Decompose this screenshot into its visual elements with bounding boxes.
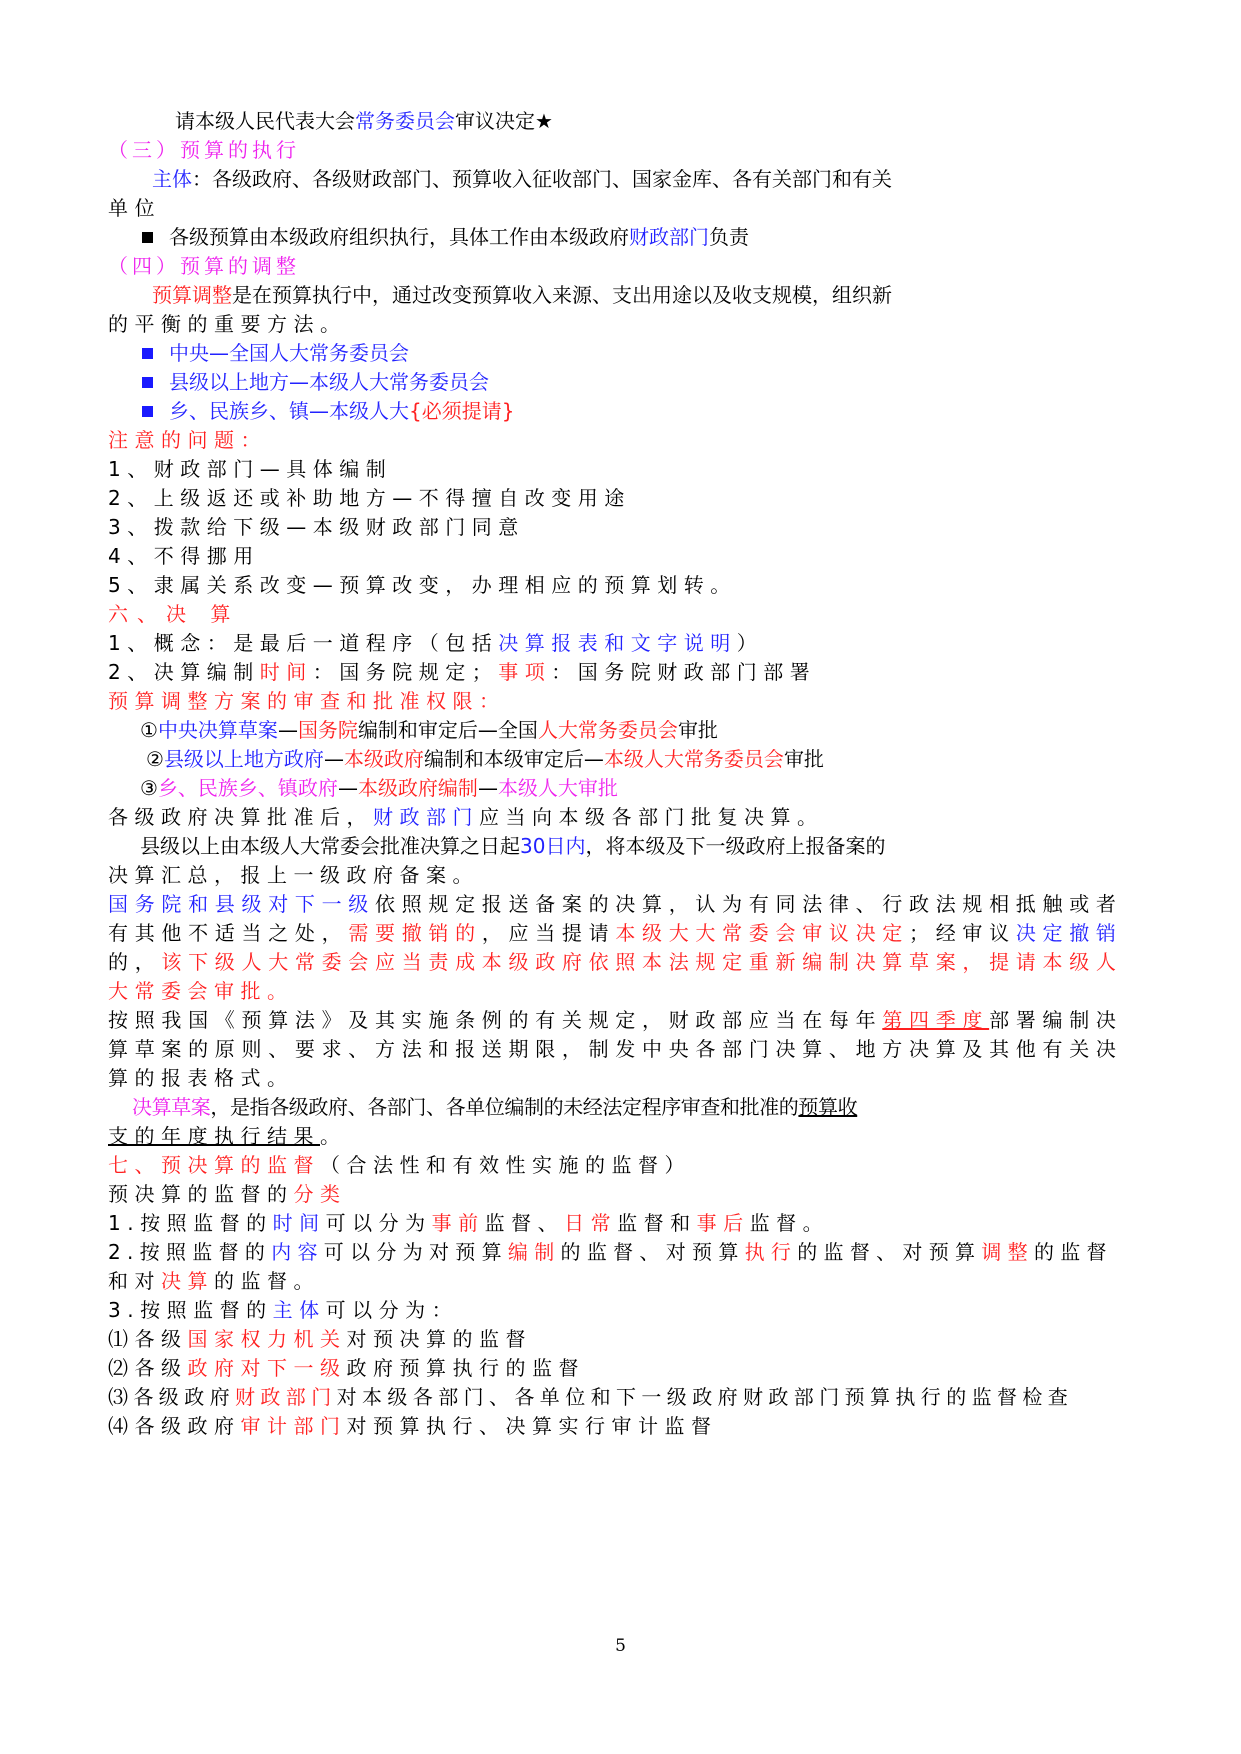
text-segment: 第四季度 xyxy=(882,1008,990,1032)
text-segment: 监督。 xyxy=(749,1211,830,1235)
text-segment: 注意的问题： xyxy=(108,428,267,452)
text-segment: 30日内 xyxy=(520,834,586,858)
text-segment: 可以分为 xyxy=(325,1211,432,1235)
text-segment: ：国务院财政部门部署 xyxy=(551,660,817,684)
text-segment: 的， xyxy=(108,950,162,974)
text-segment: 3、拨款给下级—本级财政部门同意 xyxy=(108,515,525,539)
text-line xyxy=(108,919,1123,947)
text-segment: 本级大大常委会审议决定 xyxy=(615,921,910,945)
text-segment: 执行 xyxy=(744,1240,798,1264)
text-line xyxy=(146,745,1156,773)
text-line xyxy=(108,1209,1118,1237)
text-segment: 预算调整 xyxy=(152,283,232,307)
text-line xyxy=(108,1006,1123,1034)
text-line xyxy=(152,281,1162,309)
text-line xyxy=(140,832,1150,860)
text-segment: 监督和 xyxy=(617,1211,697,1235)
text-segment: — xyxy=(277,718,298,742)
text-segment: 2、上级返还或补助地方—不得擅自改变用途 xyxy=(108,486,631,510)
text-segment: 财政部门 xyxy=(235,1385,337,1409)
text-segment: 2.按照监督的 xyxy=(108,1240,272,1264)
text-segment: 对预算执行、决算实行审计监督 xyxy=(346,1414,718,1438)
text-line xyxy=(108,803,1118,831)
text-segment: ：各级政府、各级财政部门、预算收入征收部门、国家金库、各有关部门和有关 xyxy=(192,167,892,191)
text-line xyxy=(108,629,1118,657)
text-segment: 七、预决算的监督 xyxy=(108,1153,320,1177)
text-segment: 事后 xyxy=(696,1211,750,1235)
text-segment: （三）预算的执行 xyxy=(108,138,300,162)
text-line xyxy=(140,774,1150,802)
text-segment: 县级以上地方—本级人大常务委员会 xyxy=(169,370,489,394)
text-segment: 1、概念：是最后一道程序（包括 xyxy=(108,631,499,655)
text-segment: — xyxy=(337,776,358,800)
text-segment: 主体 xyxy=(272,1298,326,1322)
text-line xyxy=(108,658,1118,686)
text-segment: 按照我国《预算法》及其实施条例的有关规定，财政部应当在每年 xyxy=(108,1008,883,1032)
text-segment: 审计部门 xyxy=(240,1414,347,1438)
text-segment: 人大常务委员会 xyxy=(537,718,678,742)
text-line xyxy=(142,397,1152,425)
text-segment: 时间 xyxy=(259,660,313,684)
text-line xyxy=(108,1151,1118,1179)
text-line xyxy=(132,1093,1142,1121)
text-segment: 该下级人大常委会应当责成本级政府依照本法规定重新编制决算草案，提请本级人 xyxy=(161,950,1123,974)
text-line xyxy=(108,513,1118,541)
text-segment: 决定撤销 xyxy=(1015,921,1123,945)
text-line xyxy=(108,977,1118,1005)
text-line xyxy=(142,339,1152,367)
text-segment: 审批 xyxy=(677,718,718,742)
blue-square-bullet-icon xyxy=(142,348,153,359)
text-segment: 的平衡的重要方法。 xyxy=(108,312,347,336)
text-segment: 事前 xyxy=(431,1211,485,1235)
text-segment: 预算调整方案的审查和批准权限： xyxy=(108,689,506,713)
text-segment: 的监督 xyxy=(1033,1240,1113,1264)
text-segment: 乡、民族乡、镇—本级人大 xyxy=(169,399,409,423)
text-segment: 财政部门 xyxy=(373,805,479,829)
text-segment: 时间 xyxy=(272,1211,326,1235)
text-segment: ，应当提请 xyxy=(481,921,616,945)
text-segment: — xyxy=(477,776,498,800)
text-line xyxy=(108,1383,1118,1411)
text-segment: 本级政府 xyxy=(343,747,424,771)
text-segment: 决算汇总，报上一级政府备案。 xyxy=(108,863,479,887)
text-segment: 可以分为： xyxy=(325,1298,459,1322)
text-segment: 负责 xyxy=(709,225,749,249)
text-line xyxy=(108,890,1123,918)
text-line xyxy=(108,1064,1118,1092)
text-segment: 对预决算的监督 xyxy=(346,1327,532,1351)
text-segment: ⑷各级政府 xyxy=(108,1414,241,1438)
blue-square-bullet-icon xyxy=(142,377,153,388)
text-line xyxy=(140,716,1150,744)
text-segment: 常务委员会 xyxy=(355,109,455,133)
text-line xyxy=(108,948,1123,976)
text-segment: 各级政府决算批准后， xyxy=(108,805,373,829)
text-segment: 请本级人民代表大会 xyxy=(175,109,355,133)
text-segment: 国务院 xyxy=(297,718,358,742)
text-segment: 六、决 算 xyxy=(108,602,240,626)
text-line xyxy=(108,861,1118,889)
text-line xyxy=(108,1238,1118,1266)
text-segment: 需要撤销的 xyxy=(348,921,482,945)
text-segment: — xyxy=(323,747,344,771)
text-segment: ⑵各级 xyxy=(108,1356,188,1380)
text-line xyxy=(108,136,1118,164)
text-segment: 的监督、对预算 xyxy=(560,1240,745,1264)
text-segment: 各级预算由本级政府组织执行，具体工作由本级政府 xyxy=(169,225,629,249)
text-line xyxy=(175,107,1185,135)
text-line xyxy=(152,165,1162,193)
text-line xyxy=(108,310,1118,338)
text-line xyxy=(108,1180,1118,1208)
text-segment: 1.按照监督的 xyxy=(108,1211,273,1235)
text-segment: 的监督。 xyxy=(214,1269,320,1293)
text-segment: 本级人大审批 xyxy=(497,776,618,800)
text-segment: 4、不得挪用 xyxy=(108,544,260,568)
text-line xyxy=(108,687,1118,715)
text-segment: 编制和本级审定后— xyxy=(423,747,604,771)
text-line xyxy=(108,1035,1123,1063)
text-line xyxy=(142,223,1152,251)
text-segment: 算草案的原则、要求、方法和报送期限，制发中央各部门决算、地方决算及其他有关决 xyxy=(108,1037,1123,1061)
text-segment: 的监督、对预算 xyxy=(797,1240,982,1264)
text-segment: 审议决定★ xyxy=(455,109,553,133)
text-segment: ⑴各级 xyxy=(108,1327,188,1351)
text-segment: ；经审议 xyxy=(909,921,1016,945)
text-line xyxy=(108,194,1118,222)
text-segment: 可以分为对预算 xyxy=(323,1240,508,1264)
text-segment: ，将本级及下一级政府上报备案的 xyxy=(585,834,886,858)
page-number: 5 xyxy=(615,1636,626,1656)
text-segment: 主体 xyxy=(152,167,192,191)
text-segment: 2、决算编制 xyxy=(108,660,260,684)
text-segment: 县级以上由本级人大常委会批准决算之日起 xyxy=(140,834,520,858)
text-segment: 预决算的监督的 xyxy=(108,1182,294,1206)
text-line xyxy=(108,252,1118,280)
text-segment: 部署编制决 xyxy=(989,1008,1123,1032)
text-line xyxy=(108,426,1118,454)
text-line xyxy=(108,600,1118,628)
text-segment: ③ xyxy=(140,776,158,800)
text-segment: 政府预算执行的监督 xyxy=(346,1356,585,1380)
text-line xyxy=(108,455,1118,483)
text-segment: 和对 xyxy=(108,1269,161,1293)
text-segment: 监督、 xyxy=(484,1211,565,1235)
text-segment: 政府对下一级 xyxy=(187,1356,347,1380)
text-segment: 本级人大常务委员会 xyxy=(603,747,784,771)
text-line xyxy=(108,542,1118,570)
text-segment: 乡、民族乡、镇政府 xyxy=(157,776,338,800)
text-segment: （四）预算的调整 xyxy=(108,254,300,278)
text-segment: 。 xyxy=(320,1124,347,1148)
text-segment: ⑶各级政府 xyxy=(108,1385,235,1409)
text-segment: 对本级各部门、各单位和下一级政府财政部门预算执行的监督检查 xyxy=(336,1385,1074,1409)
text-segment: 国家权力机关 xyxy=(187,1327,347,1351)
text-segment: 支的年度执行结果 xyxy=(108,1124,320,1148)
text-segment: 事项 xyxy=(498,660,552,684)
text-line xyxy=(142,368,1152,396)
text-segment: {必须提请} xyxy=(409,399,515,423)
text-segment: 编制和审定后—全国 xyxy=(357,718,538,742)
text-segment: 调整 xyxy=(981,1240,1034,1264)
text-segment: 应当向本级各部门批复决算。 xyxy=(479,805,824,829)
text-segment: ） xyxy=(736,631,764,655)
text-segment: 内容 xyxy=(271,1240,324,1264)
text-segment: 中央—全国人大常务委员会 xyxy=(169,341,409,365)
text-segment: 审批 xyxy=(783,747,824,771)
text-segment: （合法性和有效性实施的监督） xyxy=(320,1153,691,1177)
text-segment: 是在预算执行中，通过改变预算收入来源、支出用途以及收支规模，组织新 xyxy=(232,283,892,307)
text-line xyxy=(108,1412,1118,1440)
text-segment: 3.按照监督的 xyxy=(108,1298,273,1322)
text-line xyxy=(108,1325,1118,1353)
text-segment: 算的报表格式。 xyxy=(108,1066,294,1090)
text-segment: 大常委会审批。 xyxy=(108,979,294,1003)
text-segment: 预算收 xyxy=(798,1095,858,1119)
text-segment: 有其他不适当之处， xyxy=(108,921,349,945)
text-segment: 决算报表和文字说明 xyxy=(498,631,737,655)
text-segment: 财政部门 xyxy=(629,225,709,249)
text-segment: 本级政府编制 xyxy=(357,776,478,800)
text-segment: 日常 xyxy=(564,1211,618,1235)
text-segment: 编制 xyxy=(507,1240,561,1264)
text-line xyxy=(108,1267,1118,1295)
blue-square-bullet-icon xyxy=(142,406,153,417)
text-segment: 中央决算草案 xyxy=(157,718,278,742)
text-line xyxy=(108,571,1118,599)
text-segment: 1、财政部门—具体编制 xyxy=(108,457,393,481)
text-line xyxy=(108,1354,1118,1382)
black-square-bullet-icon xyxy=(142,232,153,243)
text-segment: 单位 xyxy=(108,196,161,220)
text-segment: ① xyxy=(140,718,158,742)
text-segment: 国务院和县级对下一级 xyxy=(108,892,375,916)
text-segment: 依照规定报送备案的决算，认为有同法律、行政法规相抵触或者 xyxy=(375,892,1123,916)
text-segment: ② xyxy=(146,747,164,771)
text-line xyxy=(108,1296,1118,1324)
text-segment: 县级以上地方政府 xyxy=(163,747,324,771)
text-segment: ：国务院规定； xyxy=(312,660,499,684)
text-segment: 分类 xyxy=(293,1182,347,1206)
text-segment: ，是指各级政府、各部门、各单位编制的未经法定程序审查和批准的 xyxy=(210,1095,799,1119)
text-segment: 决算草案 xyxy=(132,1095,211,1119)
text-segment: 决算 xyxy=(161,1269,214,1293)
text-segment: 5、隶属关系改变—预算改变，办理相应的预算划转。 xyxy=(108,573,737,597)
text-line xyxy=(108,484,1118,512)
text-line xyxy=(108,1122,1118,1150)
